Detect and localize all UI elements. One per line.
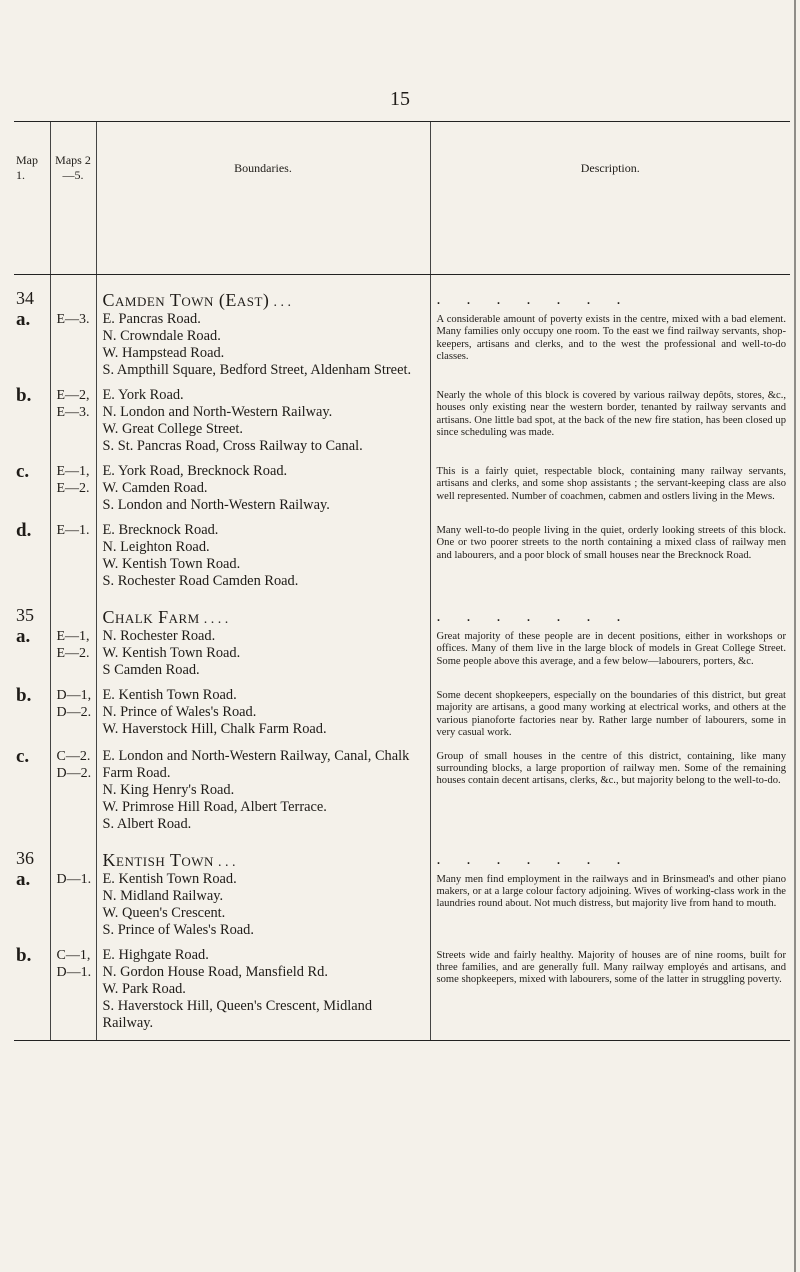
page-number: 15 <box>390 88 410 110</box>
boundary-line: E. Kentish Town Road. <box>102 870 237 887</box>
boundary-line: S. Rochester Road Camden Road. <box>102 573 299 589</box>
boundary-line: E. Kentish Town Road. <box>102 687 237 703</box>
boundary-line: N. Crowndale Road. <box>102 328 221 344</box>
boundaries-cell <box>96 687 430 748</box>
table-row <box>14 311 790 387</box>
map-ref: D—2. <box>56 705 92 720</box>
description-cell: A considerable amount of poverty exists in the centre, mixed with a bad element. Many families only occupy one room. To the east we find railway servants, shop-keepers, artisans and clerks, and to the west the professional and well-to-do classes. <box>430 311 790 387</box>
block-letter: c. <box>16 745 30 767</box>
section-number-cell <box>14 598 50 628</box>
boundaries-cell <box>96 387 430 463</box>
table-header-row <box>14 122 790 275</box>
boundaries-cell <box>96 748 430 841</box>
boundary-line: W. Great College Street. <box>102 421 244 437</box>
block-letter-cell <box>14 868 50 947</box>
boundary-line: S. Albert Road. <box>102 815 192 832</box>
map-refs-cell <box>50 687 96 748</box>
district-table <box>14 121 790 1041</box>
boundary-line: S Camden Road. <box>102 662 200 678</box>
table-row <box>14 871 790 947</box>
boundary-line: N. Rochester Road. <box>102 628 216 644</box>
block-letter-cell <box>14 311 50 387</box>
boundary-line: E. Highgate Road. <box>102 946 209 963</box>
section-number: 35 <box>16 605 34 625</box>
map-ref: E—2. <box>56 646 90 661</box>
col-header-map: Map 1. <box>14 122 50 275</box>
block-letter-cell <box>14 687 50 748</box>
district-heading: Kentish Town <box>102 849 214 870</box>
boundary-line: S. Haverstock Hill, Queen's Crescent, Midland Railway. <box>102 997 373 1031</box>
boundary-line: W. Haverstock Hill, Chalk Farm Road. <box>102 721 327 737</box>
description-cell: Group of small houses in the centre of this district, containing, like many surrounding blocks, a large proportion of railway men. Some of the remaining houses contain decent artisans, clerks, &c., but majority belong to the well-to-do. <box>430 748 790 841</box>
section-number: 34 <box>16 288 34 308</box>
boundary-line: S. Ampthill Square, Bedford Street, Aldenham Street. <box>102 362 412 378</box>
description-leader-dots: . . . . . . . <box>436 608 632 625</box>
map-ref: E—1, <box>56 464 90 479</box>
description-cell: Some decent shopkeepers, especially on the boundaries of this district, but great majority are artisans, a good many working at electrical works, and others at the various pianoforte factories near by. Rather large number of labourers, some in very casual work. <box>430 687 790 748</box>
block-letter-cell <box>14 463 50 522</box>
map-ref: D—1. <box>56 871 92 887</box>
block-letter: a. <box>16 626 31 647</box>
table-row <box>14 387 790 463</box>
district-heading: Camden Town (East) <box>102 290 270 310</box>
section-heading-cell <box>96 275 430 312</box>
col-header-maps: Maps 2—5. <box>50 122 96 275</box>
map-ref: E—3. <box>56 405 90 420</box>
map-ref: D—2. <box>56 765 92 781</box>
boundary-line: N. Prince of Wales's Road. <box>102 704 257 720</box>
section-number: 36 <box>16 847 34 868</box>
boundary-line: S. St. Pancras Road, Cross Railway to Canal. <box>102 438 363 454</box>
col-header-boundaries: Boundaries. <box>96 122 430 275</box>
table-row <box>14 947 790 1041</box>
boundary-line: E. London and North-Western Railway, Canal, Chalk Farm Road. <box>102 747 410 781</box>
description-cell: Many men find employment in the railways and in Brinsmead's and other piano makers, or at a large colour factory adjoining. Wives of working-class work in the laundries round about. Not much distress, but majority live from hand to mouth. <box>430 871 790 947</box>
boundaries-cell <box>96 947 430 1041</box>
block-letter: a. <box>16 309 31 330</box>
section-number-cell <box>14 275 50 312</box>
boundary-line: W. Queen's Crescent. <box>102 904 226 921</box>
map-ref: C—2. <box>56 748 91 764</box>
block-letter-cell <box>14 628 50 687</box>
table-row <box>14 628 790 687</box>
block-letter-cell <box>14 944 50 1041</box>
section-desc-cell <box>430 598 790 628</box>
page-edge-line <box>794 0 796 1272</box>
block-letter: c. <box>16 461 30 482</box>
boundaries-cell <box>96 522 430 598</box>
block-letter: b. <box>16 385 32 406</box>
section-desc-cell <box>430 275 790 312</box>
boundary-line: N. London and North-Western Railway. <box>102 404 333 420</box>
section-heading-cell <box>96 841 430 871</box>
block-letter: d. <box>16 520 32 541</box>
map-refs-cell <box>50 311 96 387</box>
description-cell: Nearly the whole of this block is covered by various railway depôts, stores, &c., houses only existing near the western border, tenanted by railway servants and artisans. One little bad spot, at the back of the new fire station, has been closed up since scheduling was made. <box>430 387 790 463</box>
boundary-line: W. Hampstead Road. <box>102 345 225 361</box>
boundary-line: W. Primrose Hill Road, Albert Terrace. <box>102 798 327 815</box>
table-row <box>14 748 790 841</box>
map-ref: E—3. <box>56 312 90 327</box>
map-ref: D—1, <box>56 688 92 703</box>
map-ref: E—2, <box>56 388 90 403</box>
boundary-line: E. Brecknock Road. <box>102 522 219 538</box>
boundary-line: N. Leighton Road. <box>102 539 210 555</box>
description-cell: This is a fairly quiet, respectable block, containing many railway servants, artisans and clerks, and some shop assistants ; the servant-keeping class are also well represented. Number of coachmen, cabmen and ostlers living in the Mews. <box>430 463 790 522</box>
boundary-line: S. Prince of Wales's Road. <box>102 921 254 938</box>
description-cell: Many well-to-do people living in the quiet, orderly looking streets of this block. One or two poorer streets to the north containing a mixed class of railway men and labourers, and a poor block of small houses near the Brecknock Road. <box>430 522 790 598</box>
block-letter: b. <box>16 944 32 966</box>
description-leader-dots: . . . . . . . <box>436 291 632 308</box>
table-row <box>14 522 790 598</box>
description-cell: Great majority of these people are in decent positions, either in workshops or offices. Many of them live in the large block of models in Great College Street. Some people above this average, and a few below—labourers, porters, &c. <box>430 628 790 687</box>
section-number-cell <box>14 841 50 871</box>
map-refs-cell <box>50 463 96 522</box>
boundary-line: E. York Road, Brecknock Road. <box>102 463 288 479</box>
block-letter: b. <box>16 685 32 706</box>
map-refs-cell <box>50 628 96 687</box>
heading-leader-dots: . . . . <box>203 612 229 627</box>
boundary-line: N. Midland Railway. <box>102 887 224 904</box>
boundaries-cell <box>96 311 430 387</box>
description-leader-dots: . . . . . . . <box>436 850 632 868</box>
boundaries-cell <box>96 463 430 522</box>
map-ref: E—1. <box>56 523 90 538</box>
map-refs-cell <box>50 387 96 463</box>
boundary-line: W. Kentish Town Road. <box>102 645 241 661</box>
boundary-line: W. Park Road. <box>102 980 186 997</box>
map-ref: E—2. <box>56 481 90 496</box>
heading-leader-dots: . . . <box>273 295 291 310</box>
table-row <box>14 687 790 748</box>
section-heading-row <box>14 841 790 871</box>
map-refs-cell <box>50 947 96 1041</box>
section-heading-cell <box>96 598 430 628</box>
map-refs-cell <box>50 871 96 947</box>
boundary-line: W. Camden Road. <box>102 480 208 496</box>
heading-leader-dots: . . . <box>217 854 236 870</box>
boundaries-cell <box>96 871 430 947</box>
map-refs-cell <box>50 522 96 598</box>
boundary-line: E. Pancras Road. <box>102 311 201 327</box>
boundaries-cell <box>96 628 430 687</box>
table-row <box>14 463 790 522</box>
boundary-line: N. Gordon House Road, Mansfield Rd. <box>102 963 328 980</box>
section-heading-row <box>14 275 790 312</box>
district-heading: Chalk Farm <box>102 607 200 627</box>
block-letter-cell <box>14 387 50 463</box>
boundary-line: E. York Road. <box>102 387 184 403</box>
map-refs-cell <box>50 748 96 841</box>
boundary-line: S. London and North-Western Railway. <box>102 497 330 513</box>
description-cell: Streets wide and fairly healthy. Majority of houses are of nine rooms, built for three families, and are generally full. Many railway employés and artisans, and some shopkeepers, mixed with labourers, some of the latter in struggling poverty. <box>430 947 790 1041</box>
map-ref: E—1, <box>56 629 90 644</box>
section-maps-cell <box>50 598 96 628</box>
boundary-line: N. King Henry's Road. <box>102 781 235 798</box>
block-letter-cell <box>14 745 50 841</box>
block-letter: a. <box>16 868 31 890</box>
section-maps-cell <box>50 275 96 312</box>
col-header-description: Description. <box>430 122 790 275</box>
map-ref: C—1, <box>56 947 91 963</box>
section-maps-cell <box>50 841 96 871</box>
block-letter-cell <box>14 522 50 598</box>
map-ref: D—1. <box>56 964 92 980</box>
section-heading-row <box>14 598 790 628</box>
boundary-line: W. Kentish Town Road. <box>102 556 241 572</box>
section-desc-cell <box>430 841 790 871</box>
